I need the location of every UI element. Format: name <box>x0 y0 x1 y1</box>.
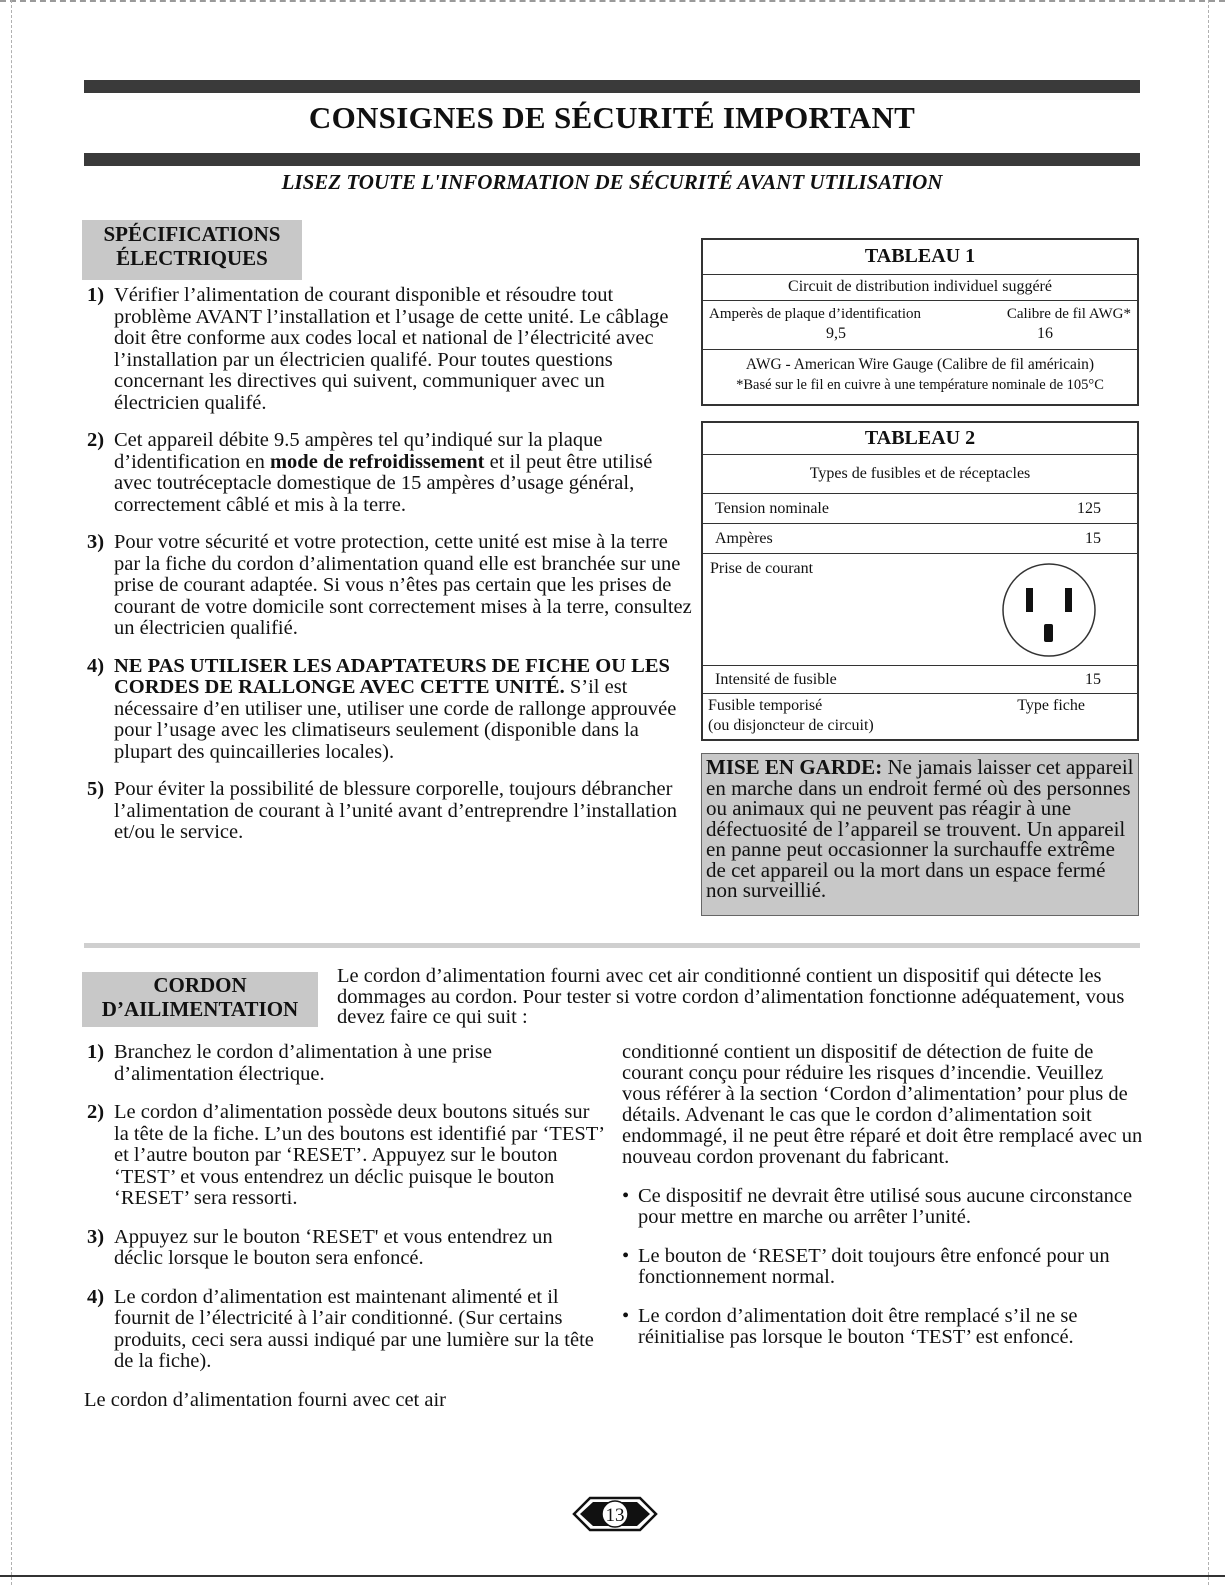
table-row: Circuit de distribution individuel suggéré <box>703 275 1137 301</box>
table-cell: 125 <box>1077 500 1101 517</box>
table-2 <box>701 421 1139 741</box>
table-cell: Prise de courant <box>710 560 814 577</box>
item-number: 4) <box>87 654 105 677</box>
table-cell: Ampères <box>715 530 773 547</box>
bullet-text: Le bouton de ‘RESET’ doit toujours être enfoncé pour un fonctionnement normal. <box>638 1245 1110 1288</box>
item-text: S’il est nécessaire d’en utiliser une, utiliser une corde de rallonge approuvée pour l’usage avec les climatiseurs seulement (disponible dans la plupart des quincailleries locales). <box>114 676 677 763</box>
section-heading-electrical <box>82 220 302 280</box>
table-1 <box>701 238 1139 406</box>
item-text: Le cordon d’alimentation possède deux boutons situés sur la tête de la fiche. L’un des boutons est identifié par ‘TEST’ et l’autre bouton par ‘RESET’. Appuyez sur le bouton ‘TEST’ et vous entendrez un déclic puisque le bouton ‘RESET’ sera ressorti. <box>114 1101 604 1209</box>
item-emphasis: NE PAS UTILISER LES ADAPTATEURS DE FICHE OU LES CORDES DE RALLONGE AVEC CETTE UNITÉ. <box>114 654 670 698</box>
list-item <box>84 1042 604 1085</box>
list-item <box>84 430 694 516</box>
table-row <box>703 666 1137 694</box>
table-cell: Fusible temporisé <box>708 697 823 714</box>
item-number: 5) <box>87 778 105 800</box>
table-title: TABLEAU 2 <box>703 423 1137 455</box>
bullet-text: Le cordon d’alimentation doit être remplacé s’il ne se réinitialise pas lorsque le bouton ‘TEST’ est enfoncé. <box>638 1305 1078 1348</box>
table-note: AWG - American Wire Gauge (Calibre de fil américain) <box>745 356 1095 373</box>
table-cell: 9,5 <box>826 325 846 342</box>
table-cell: (ou disjoncteur de circuit) <box>708 717 874 734</box>
item-text: Branchez le cordon d’alimentation à une prise d’alimentation électrique. <box>114 1041 492 1085</box>
table-cell: 16 <box>1037 325 1053 342</box>
item-number: 2) <box>87 429 105 451</box>
table-cell: Tension nominale <box>715 500 829 517</box>
section-heading-power-cord <box>82 972 318 1027</box>
heading-line: D’AILIMENTATION <box>101 997 299 1021</box>
table-cell: Intensité de fusible <box>715 671 837 688</box>
bullet-item <box>622 1186 1147 1228</box>
bullet-icon: • <box>622 1185 630 1207</box>
item-text: Cet appareil débite 9.5 ampères tel qu’indiqué sur la plaque d’identification en <box>114 429 603 473</box>
page-title: CONSIGNES DE SÉCURITÉ IMPORTANT <box>308 100 916 135</box>
item-text: Pour éviter la possibilité de blessure corporelle, toujours débrancher l’alimentation de courant à l’unité avant d’entreprendre l’installation et/ou le service. <box>114 778 677 843</box>
electrical-spec-list <box>84 285 694 860</box>
table-row <box>703 301 1137 350</box>
page-subtitle: LISEZ TOUTE L'INFORMATION DE SÉCURITÉ AVANT UTILISATION <box>281 170 943 194</box>
item-number: 3) <box>87 531 105 553</box>
paragraph: Le cordon d’alimentation fourni avec cet air <box>84 1388 447 1411</box>
list-item <box>84 285 694 414</box>
table-row: Types de fusibles et de réceptacles <box>703 455 1137 494</box>
table-row <box>703 494 1137 524</box>
table-title: TABLEAU 1 <box>703 240 1137 275</box>
cut-line-top <box>0 0 1225 2</box>
page-number: 13 <box>605 1505 625 1526</box>
item-emphasis: mode de refroidissement <box>269 450 485 473</box>
warning-label: MISE EN GARDE: <box>706 755 883 779</box>
item-text: Pour votre sécurité et votre protection, cette unité est mise à la terre par la fiche du cordon d’alimentation quand elle est branchée sur une prise de courant adaptée. Si vous n’êtes pas certain que les prises de courant de votre domicile sont correctement mises à la terre, consultez un électricien qualifié. <box>114 531 692 639</box>
item-text: Le cordon d’alimentation est maintenant alimenté et il fournit de l’électricité à l’air conditionné. (Sur certains produits, ceci sera aussi indiqué par une lumière sur la tête de la fiche). <box>114 1285 594 1372</box>
item-text: et il peut être utilisé avec toutréceptacle domestique de 15 ampères d’usage général, correctement câblé et mis à la terre. <box>114 450 653 516</box>
table-cell: Calibre de fil AWG* <box>1006 306 1131 322</box>
table-row-outlet <box>703 554 1137 666</box>
page-number-badge <box>570 1492 660 1536</box>
table-cell: 15 <box>1085 530 1101 547</box>
bullet-text: Ce dispositif ne devrait être utilisé sous aucune circonstance pour mettre en marche ou arrêter l’unité. <box>638 1185 1133 1228</box>
title-bottom-rule <box>84 153 1140 166</box>
item-number: 1) <box>87 284 105 306</box>
heading-line: ÉLECTRIQUES <box>116 246 268 270</box>
table-row <box>703 524 1137 554</box>
list-item <box>84 1287 604 1373</box>
item-text: Appuyez sur le bouton ‘RESET' et vous entendrez un déclic lorsque le bouton sera enfoncé. <box>114 1225 553 1269</box>
bullet-icon: • <box>622 1245 630 1267</box>
bullet-icon: • <box>622 1305 630 1327</box>
outlet-icon <box>999 560 1099 660</box>
item-text: Vérifier l’alimentation de courant disponible et résoudre tout problème AVANT l’installation et l’usage de cette unité. Le câblage doit être conforme aux codes local et national de l’électricité avec l’installation par un électricien qualifé. Pour toutes questions concernant les directives qui suivent, communiquer avec un électricien qualifé. <box>114 284 669 414</box>
table-cell: Amperès de plaque d’identification <box>709 306 922 322</box>
bottom-rule <box>0 1575 1225 1577</box>
table-cell: 15 <box>1085 671 1101 688</box>
list-item <box>84 1227 604 1270</box>
item-number: 4) <box>87 1285 105 1308</box>
bullet-item <box>622 1306 1147 1348</box>
heading-line: CORDON <box>153 973 247 997</box>
item-number: 2) <box>87 1101 105 1123</box>
warning-box <box>701 753 1139 916</box>
power-cord-steps <box>84 1042 604 1432</box>
table-cell: Type fiche <box>1017 697 1085 714</box>
section-divider <box>84 943 1140 948</box>
power-cord-intro: Le cordon d’alimentation fourni avec cet air conditionné contient un dispositif qui détecte les dommages au cordon. Pour tester si votre cordon d’alimentation fonctionne adéquatement, vous devez faire ce qui suit : <box>337 965 1125 1028</box>
item-number: 3) <box>87 1225 105 1248</box>
paragraph: conditionné contient un dispositif de détection de fuite de courant conçu pour réduire les risques d’incendie. Veuillez vous référer à la section ‘Cordon d’alimentation’ pour plus de détails. Advenant le cas que le cordon d’alimentation soit endommagé, il ne peut être réparé et doit être remplacé avec un nouveau cordon provenant du fabricant. <box>622 1041 1143 1168</box>
list-item <box>84 779 694 844</box>
power-cord-notes <box>622 1042 1147 1348</box>
bullet-item <box>622 1246 1147 1288</box>
table-note: *Basé sur le fil en cuivre à une température nominale de 105°C <box>736 377 1104 393</box>
list-item <box>84 656 694 764</box>
cut-line-right <box>1208 0 1209 1585</box>
title-top-rule <box>84 80 1140 93</box>
table-row <box>703 350 1137 404</box>
list-item <box>84 532 694 640</box>
table-row <box>703 694 1137 736</box>
item-number: 1) <box>87 1041 105 1063</box>
warning-text: Ne jamais laisser cet appareil en marche dans un endroit fermé où des personnes ou animaux qui ne peuvent pas réagir à une défectuosité de l’appareil se trouvent. Un appareil en panne peut occasionner la surchauffe extrême de cet appareil ou la mort dans un espace fermé non surveillié. <box>706 755 1134 902</box>
heading-line: SPÉCIFICATIONS <box>103 222 281 246</box>
cut-line-left <box>11 0 12 1585</box>
list-item <box>84 1102 604 1210</box>
